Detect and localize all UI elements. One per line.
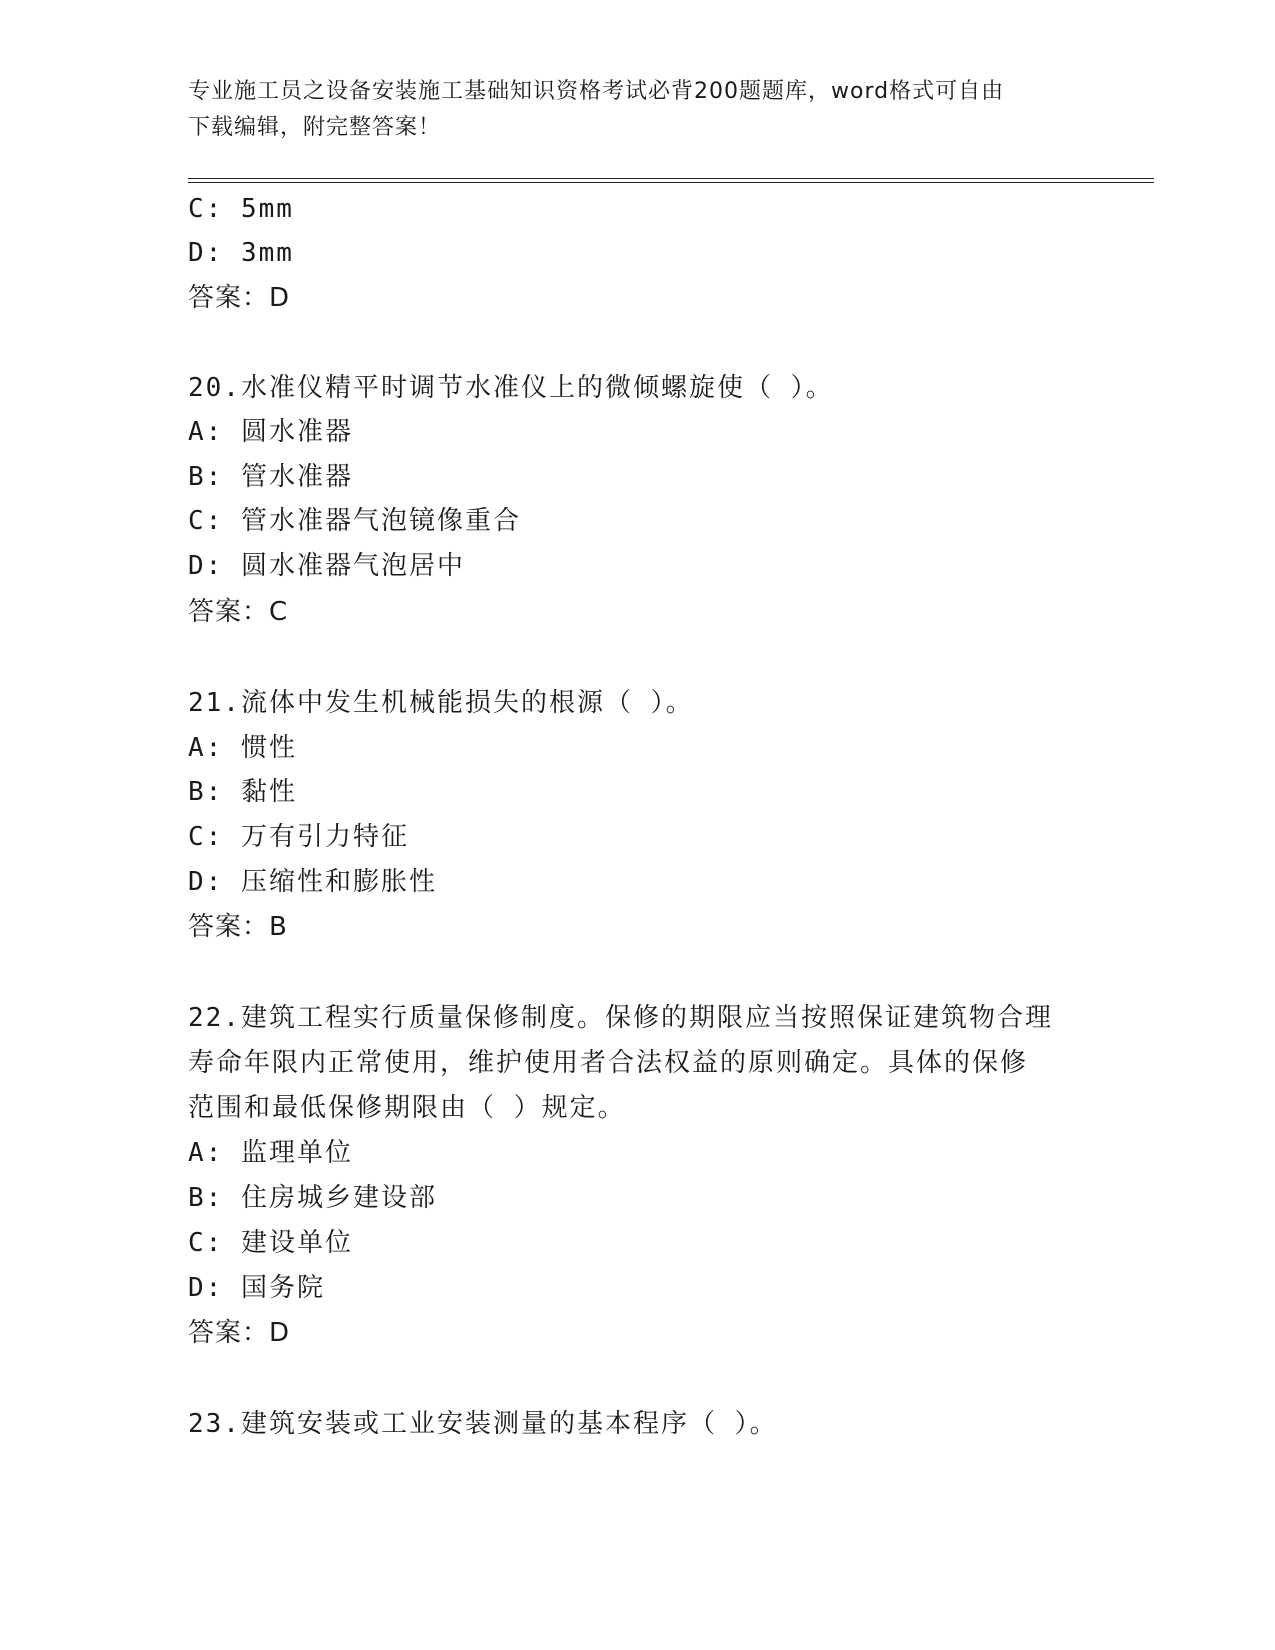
q22-question-line-2: 寿命年限内正常使用，维护使用者合法权益的原则确定。具体的保修 (188, 1048, 1029, 1078)
q22-option-d: D: 国务院 (188, 1273, 325, 1303)
q21-answer: 答案：B (188, 912, 288, 942)
header-line-1: 专业施工员之设备安装施工基础知识资格考试必背200题题库，word格式可自由 (188, 79, 1005, 104)
q21-option-d: D: 压缩性和膨胀性 (188, 867, 437, 897)
q20-answer: 答案：C (188, 597, 289, 627)
header-divider-top (188, 178, 1154, 179)
q21-option-a: A: 惯性 (188, 733, 297, 763)
q20-question: 20.水准仪精平时调节水准仪上的微倾螺旋使（ ）。 (188, 373, 834, 403)
q22-question-line-3: 范围和最低保修期限由（ ）规定。 (188, 1093, 626, 1123)
q23-question: 23.建筑安装或工业安装测量的基本程序（ ）。 (188, 1409, 778, 1439)
q20-option-a: A: 圆水准器 (188, 417, 353, 447)
header-divider-bottom (188, 182, 1154, 183)
q22-question-line-1: 22.建筑工程实行质量保修制度。保修的期限应当按照保证建筑物合理 (188, 1003, 1053, 1033)
q20-option-d: D: 圆水准器气泡居中 (188, 551, 465, 581)
q22-option-b: B: 住房城乡建设部 (188, 1183, 437, 1213)
document-header (188, 74, 1088, 146)
q20-option-c: C: 管水准器气泡镜像重合 (188, 506, 521, 536)
q20-option-b: B: 管水准器 (188, 462, 353, 492)
q22-answer: 答案：D (188, 1318, 291, 1348)
q19-option-d: D: 3mm (188, 238, 294, 268)
q21-question: 21.流体中发生机械能损失的根源（ ）。 (188, 688, 694, 718)
q19-answer: 答案：D (188, 283, 291, 313)
header-line-2: 下载编辑，附完整答案！ (188, 115, 442, 140)
q21-option-b: B: 黏性 (188, 777, 297, 807)
q22-option-a: A: 监理单位 (188, 1138, 353, 1168)
q19-option-c: C: 5mm (188, 194, 294, 224)
q21-option-c: C: 万有引力特征 (188, 822, 409, 852)
q22-option-c: C: 建设单位 (188, 1228, 353, 1258)
